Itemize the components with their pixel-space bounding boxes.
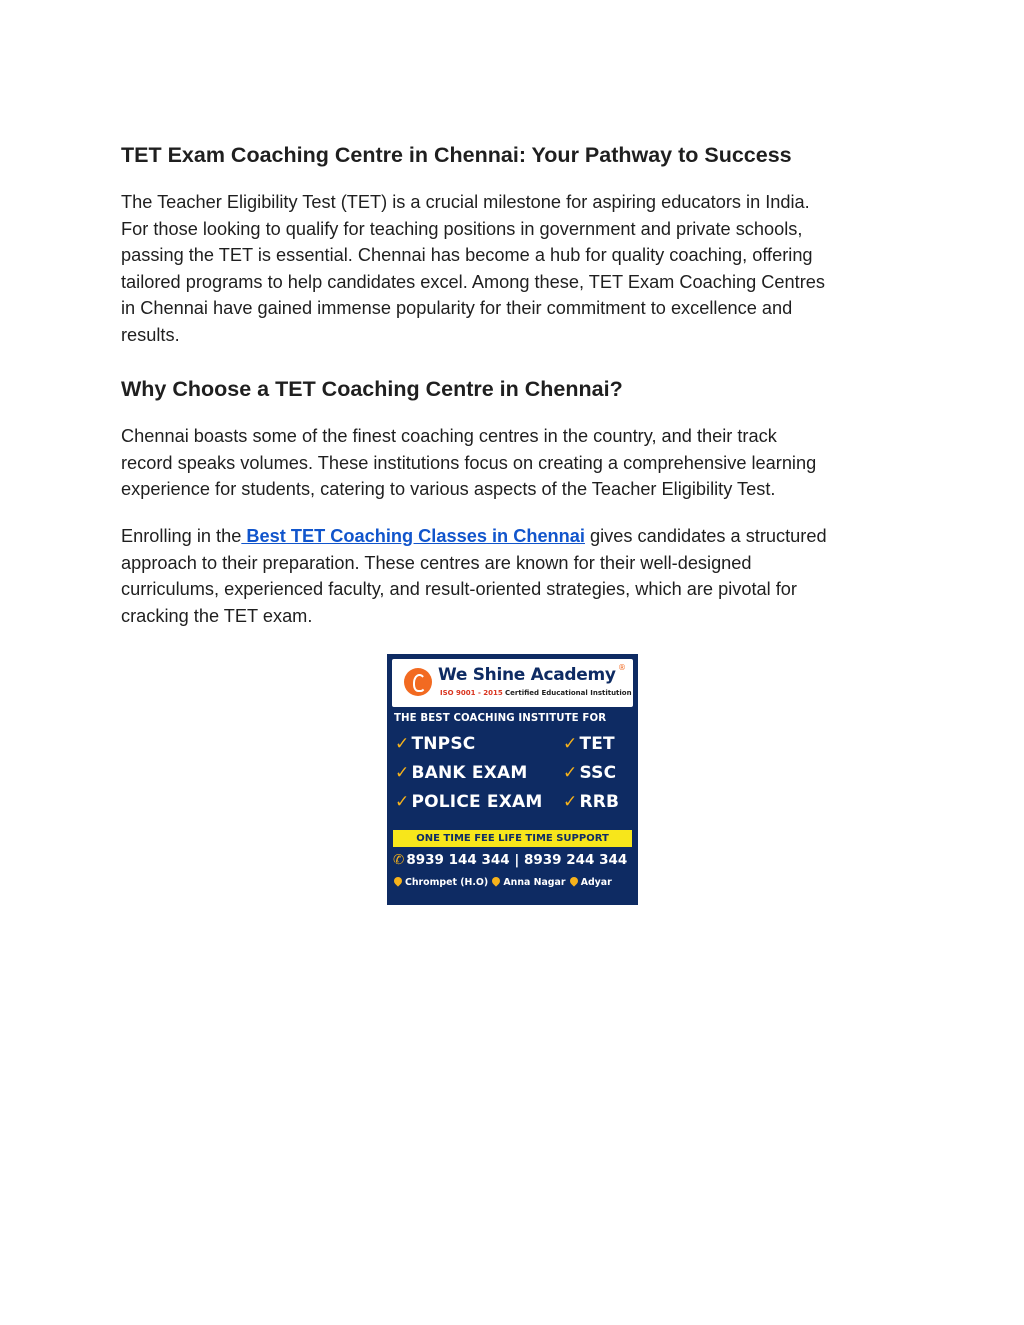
exam-label: TET [579, 734, 615, 754]
academy-name: We Shine Academy [438, 665, 616, 685]
enroll-line [121, 523, 827, 550]
enroll-text-before: Enrolling in the [121, 526, 242, 546]
location-label: Anna Nagar [503, 877, 566, 888]
best-tet-coaching-link[interactable]: Best TET Coaching Classes in Chennai [241, 526, 585, 546]
exam-label: TNPSC [411, 734, 476, 754]
why-line: Chennai boasts some of the finest coaching centres in the country, and their track [121, 426, 777, 446]
intro-line: passing the TET is essential. Chennai has become a hub for quality coaching, offering [121, 245, 813, 266]
enroll-line: approach to their preparation. These centres are known for their well-designed [121, 552, 752, 573]
page-title: TET Exam Coaching Centre in Chennai: Your Pathway to Success [121, 143, 792, 167]
exam-label: SSC [579, 763, 617, 783]
location-pin-icon [491, 875, 502, 886]
intro-line: For those looking to qualify for teaching positions in government and private schools, [121, 218, 803, 239]
exam-item [563, 792, 619, 812]
check-icon: ✓ [563, 734, 578, 754]
check-icon: ✓ [563, 792, 578, 812]
exam-label: BANK EXAM [411, 763, 528, 783]
why-line: experience for students, catering to various aspects of the Teacher Eligibility Test. [121, 479, 776, 500]
check-icon: ✓ [395, 763, 410, 783]
why-paragraph [121, 423, 816, 503]
enroll-paragraph [121, 523, 827, 629]
exam-item [395, 763, 527, 783]
location-pin-icon [392, 875, 403, 886]
bird-logo-icon [404, 668, 432, 696]
certified-text: Certified Educational Institution [505, 689, 632, 697]
intro-line: results. [121, 324, 180, 345]
certification-line [440, 689, 632, 697]
intro-line: in Chennai have gained immense popularity for their commitment to excellence and [121, 298, 793, 319]
check-icon: ✓ [563, 763, 578, 783]
intro-paragraph [121, 189, 825, 349]
exam-item [563, 763, 616, 783]
exam-item [395, 734, 475, 754]
enroll-line: curriculums, experienced faculty, and result-oriented strategies, which are pivotal for [121, 579, 797, 600]
exam-item [395, 792, 543, 812]
location-label: Chrompet (H.O) [405, 877, 489, 888]
exam-item [563, 734, 615, 754]
check-icon: ✓ [395, 792, 410, 812]
exam-label: POLICE EXAM [411, 792, 543, 812]
exam-label: RRB [579, 792, 620, 812]
section-heading: Why Choose a TET Coaching Centre in Chennai? [121, 377, 623, 401]
enroll-line: cracking the TET exam. [121, 605, 313, 626]
registered-mark: ® [618, 663, 626, 672]
banner-header [392, 659, 633, 707]
academy-ad-banner [387, 654, 638, 905]
support-strip: ONE TIME FEE LIFE TIME SUPPORT [393, 830, 632, 847]
check-icon: ✓ [395, 734, 410, 754]
phone-numbers: 8939 144 344 | 8939 244 344 [406, 852, 628, 868]
phone-line [393, 852, 627, 868]
phone-icon: ✆ [393, 852, 405, 868]
locations-line [393, 877, 612, 888]
location-label: Adyar [580, 877, 612, 888]
intro-line: The Teacher Eligibility Test (TET) is a crucial milestone for aspiring educators in India. [121, 192, 810, 212]
iso-text: ISO 9001 - 2015 [440, 689, 503, 697]
why-line: record speaks volumes. These institutions focus on creating a comprehensive learning [121, 452, 817, 473]
location-pin-icon [568, 875, 579, 886]
intro-line: tailored programs to help candidates excel. Among these, TET Exam Coaching Centres [121, 271, 825, 292]
enroll-text-after: gives candidates a structured [584, 526, 827, 546]
banner-tagline: THE BEST COACHING INSTITUTE FOR [394, 713, 607, 724]
